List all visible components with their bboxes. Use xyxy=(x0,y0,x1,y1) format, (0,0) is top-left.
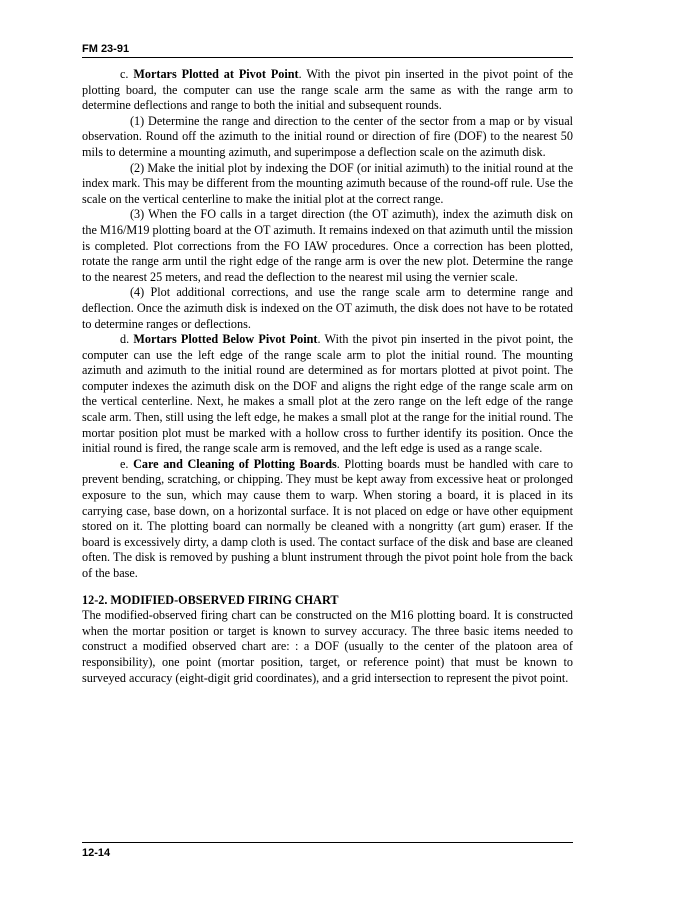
footer-rule xyxy=(82,842,573,843)
paragraph-c3: (3) When the FO calls in a target direction (the OT azimuth), index the azimuth disk on the M16/M19 plotting board at the OT azimuth. It remains indexed on that azimuth until the mission is completed. Plot corrections from the FO IAW procedures. Once a correction has been plotted, rotate the range arm until the right edge of the range arm is over the new plot. Determine the range to the nearest 25 meters, and read the deflection to the nearest mil using the vernier scale. xyxy=(82,207,573,284)
paragraph-d-lead: d. xyxy=(120,332,130,347)
paragraph-c xyxy=(82,67,573,114)
paragraph-c-title: Mortars Plotted at Pivot Point xyxy=(133,67,299,81)
header-rule xyxy=(82,57,573,58)
paragraph-d xyxy=(82,332,573,457)
paragraph-e-text: . Plotting boards must be handled with care to prevent bending, scratching, or chipping. They must be kept away from excessive heat or prolonged exposure to the sun, which may cause them to warp. When storing a board, it is placed in its carrying case, base down, on a horizontal surface. It is not placed on edge or have other equipment stored on it. The plotting board can normally be cleaned with a nongritty (art gum) eraser. If the board is excessively dirty, a damp cloth is used. The contact surface of the disk and base are cleaned often. The disk is removed by pushing a blunt instrument through the pivot point hole from the back of the base. xyxy=(82,456,573,580)
paragraph-e-title: Care and Cleaning of Plotting Boards xyxy=(133,456,337,471)
body-text xyxy=(82,67,573,686)
paragraph-c-text: . With the pivot pin inserted in the pivot point of the plotting board, the computer can use the range scale arm the same as with the range arm to determine deflections and range to both the initial and subsequent rounds. xyxy=(82,67,574,113)
section-paragraph: The modified-observed firing chart can be constructed on the M16 plotting board. It is constructed when the mortar position or target is known to survey accuracy. The three basic items needed to construct a modified observed chart are: : a DOF (usually to the center of the platoon area of responsibility), one point (mortar position, target, or reference point) that must be known to surveyed accuracy (eight-digit grid coordinates), and a grid intersection to represent the pivot point. xyxy=(82,608,573,685)
running-header: FM 23-91 xyxy=(82,43,130,55)
paragraph-d-text: . With the pivot pin inserted in the pivot point, the computer can use the left edge of the range scale arm to plot the initial round. The mounting azimuth and azimuth to the initial round are determined as for mortars plotted at pivot point. The computer indexes the azimuth disk on the DOF and aligns the right edge of the range scale arm on the vertical centerline. Next, he makes a small plot at the zero range on the left edge of the range scale arm. Then, still using the left edge, he makes a small plot at the range for the initial round. The mortar position plot must be marked with a hollow cross to further identify its position. Once the initial round is fired, the range scale arm is removed, and the left edge is used as a range scale. xyxy=(82,332,574,456)
paragraph-c2: (2) Make the initial plot by indexing the DOF (or initial azimuth) to the initial round at the index mark. This may be different from the mounting azimuth because of the round-off rule. Use the scale on the vertical centerline to make the initial plot at the correct range. xyxy=(82,160,573,206)
paragraph-e-lead: e. xyxy=(120,456,129,471)
paragraph-c4: (4) Plot additional corrections, and use the range scale arm to determine range and deflection. Once the azimuth disk is indexed on the OT azimuth, the disk does not have to be rotated to determine ranges or deflections. xyxy=(82,285,573,331)
paragraph-e xyxy=(82,457,573,582)
paragraph-d-title: Mortars Plotted Below Pivot Point xyxy=(133,332,318,347)
paragraph-c-lead: c. xyxy=(120,67,129,81)
paragraph-c1: (1) Determine the range and direction to the center of the sector from a map or by visual observation. Round off the azimuth to the initial round or direction of fire (DOF) to the nearest 50 mils to determine a mounting azimuth, and superimpose a deflection scale on the azimuth disk. xyxy=(82,113,573,159)
page-number: 12-14 xyxy=(82,847,111,859)
section-heading: 12-2. MODIFIED-OBSERVED FIRING CHART xyxy=(82,592,339,607)
